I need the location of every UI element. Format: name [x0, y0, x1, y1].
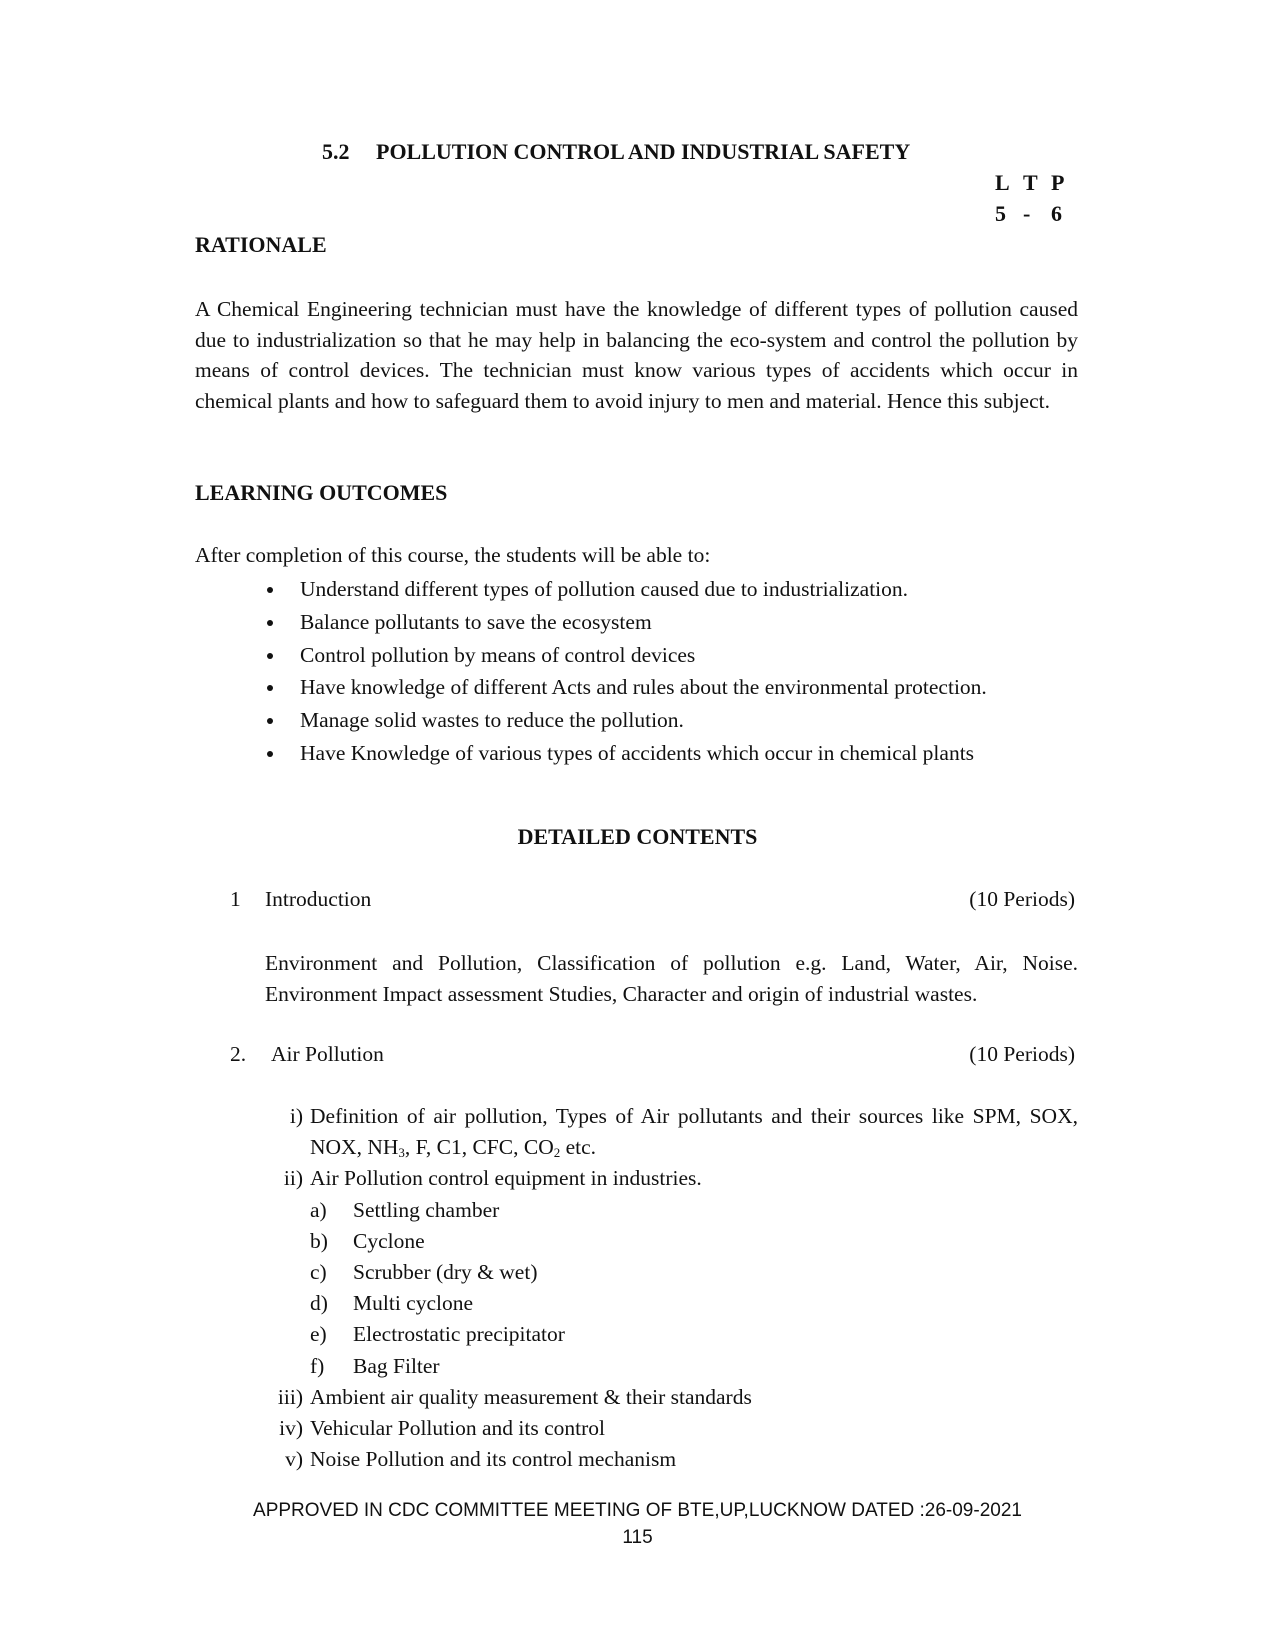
section-title: Introduction	[265, 887, 372, 911]
item-text: Bag Filter	[353, 1353, 440, 1378]
list-item: Balance pollutants to save the ecosystem	[267, 610, 987, 643]
course-title-text: POLLUTION CONTROL AND INDUSTRIAL SAFETY	[376, 139, 911, 164]
section-title: Air Pollution	[271, 1042, 384, 1066]
section-2-items	[265, 1101, 1078, 1475]
list-item	[265, 1382, 1078, 1413]
item-marker: v)	[285, 1447, 303, 1472]
section-2-row	[230, 1041, 1075, 1067]
section-1-text: Environment and Pollution, Classification of pollution e.g. Land, Water, Air, Noise. Environment Impact assessment Studies, Character and origin of industrial wastes.	[265, 951, 1078, 1006]
item-marker: e)	[310, 1322, 327, 1347]
item-text: Multi cyclone	[353, 1291, 474, 1316]
learning-outcomes-heading: LEARNING OUTCOMES	[195, 480, 448, 505]
section-1-row	[230, 886, 1075, 912]
ltp-values	[995, 201, 1079, 227]
ltp-label-p: P	[1051, 170, 1065, 195]
item-text: Scrubber (dry & wet)	[353, 1260, 538, 1285]
list-item	[310, 1288, 1078, 1319]
item-text-tail: etc.	[560, 1135, 597, 1160]
item-marker: i)	[289, 1104, 303, 1128]
item-text: Air Pollution control equipment in industries.	[310, 1166, 702, 1191]
section-periods: (10 Periods)	[969, 887, 1075, 911]
item-marker: iv)	[279, 1416, 303, 1441]
section-periods: (10 Periods)	[969, 1042, 1075, 1066]
item-text: Vehicular Pollution and its control	[310, 1416, 605, 1441]
rationale-text: A Chemical Engineering technician must have the knowledge of different types of pollution caused due to industrialization so that he may help in balancing the eco-system and control the pollution by means of control devices. The technician must know various types of accidents which occur in chemical plants and how to safeguard them to avoid injury to men and material. Hence this subject.	[195, 297, 1078, 413]
item-marker: b)	[310, 1228, 328, 1253]
ltp-labels	[995, 170, 1079, 196]
detailed-contents-heading: DETAILED CONTENTS	[517, 824, 758, 849]
list-item: Have Knowledge of various types of accidents which occur in chemical plants	[267, 741, 987, 774]
item-marker: f)	[310, 1353, 325, 1378]
approval-footer: APPROVED IN CDC COMMITTEE MEETING OF BTE,UP,LUCKNOW DATED :26-09-2021	[253, 1500, 1022, 1521]
list-item	[265, 1444, 1078, 1475]
item-text	[310, 1101, 1078, 1163]
ltp-value-l: 5	[995, 201, 1006, 226]
ltp-value-p: 6	[1051, 201, 1062, 226]
list-item	[310, 1195, 1078, 1226]
item-text: Cyclone	[353, 1228, 425, 1253]
item-marker: a)	[310, 1197, 327, 1222]
learning-outcomes-intro: After completion of this course, the students will be able to:	[195, 543, 711, 567]
list-item	[265, 1163, 1078, 1381]
item-marker: c)	[310, 1260, 327, 1285]
item-text-lead: Definition of air pollution, Types of Air pollutants and their sources like SPM, SOX, NOX, NH	[310, 1104, 1078, 1160]
item-marker: ii)	[283, 1166, 303, 1191]
list-item: Have knowledge of different Acts and rules about the environmental protection.	[267, 675, 987, 708]
list-item	[310, 1351, 1078, 1382]
list-item: Control pollution by means of control devices	[267, 643, 987, 676]
list-item	[265, 1413, 1078, 1444]
item-text-mid: , F, C1, CFC, CO	[404, 1135, 554, 1160]
rationale-heading: RATIONALE	[195, 232, 327, 257]
learning-outcomes-list	[267, 577, 987, 774]
list-item: Understand different types of pollution caused due to industrialization.	[267, 577, 987, 610]
section-number: 2.	[230, 1042, 247, 1066]
ltp-label-l: L	[995, 170, 1010, 195]
list-item	[310, 1226, 1078, 1257]
section-number: 5.2	[322, 139, 350, 164]
item-text: Noise Pollution and its control mechanism	[310, 1447, 677, 1472]
item-marker: iii)	[277, 1384, 303, 1409]
subscript: 3	[398, 1145, 405, 1161]
equipment-list	[310, 1195, 1078, 1382]
ltp-value-t: -	[1023, 201, 1031, 226]
page-number: 115	[622, 1527, 653, 1548]
section-number: 1	[230, 887, 241, 911]
list-item: Manage solid wastes to reduce the pollution.	[267, 708, 987, 741]
item-marker: d)	[310, 1291, 328, 1316]
item-text: Ambient air quality measurement & their standards	[310, 1384, 752, 1409]
ltp-label-t: T	[1023, 170, 1038, 195]
list-item	[265, 1101, 1078, 1163]
course-title	[322, 139, 910, 165]
list-item	[310, 1319, 1078, 1350]
item-text: Electrostatic precipitator	[353, 1322, 565, 1347]
list-item	[310, 1257, 1078, 1288]
subscript: 2	[553, 1145, 561, 1161]
item-text: Settling chamber	[353, 1197, 500, 1222]
